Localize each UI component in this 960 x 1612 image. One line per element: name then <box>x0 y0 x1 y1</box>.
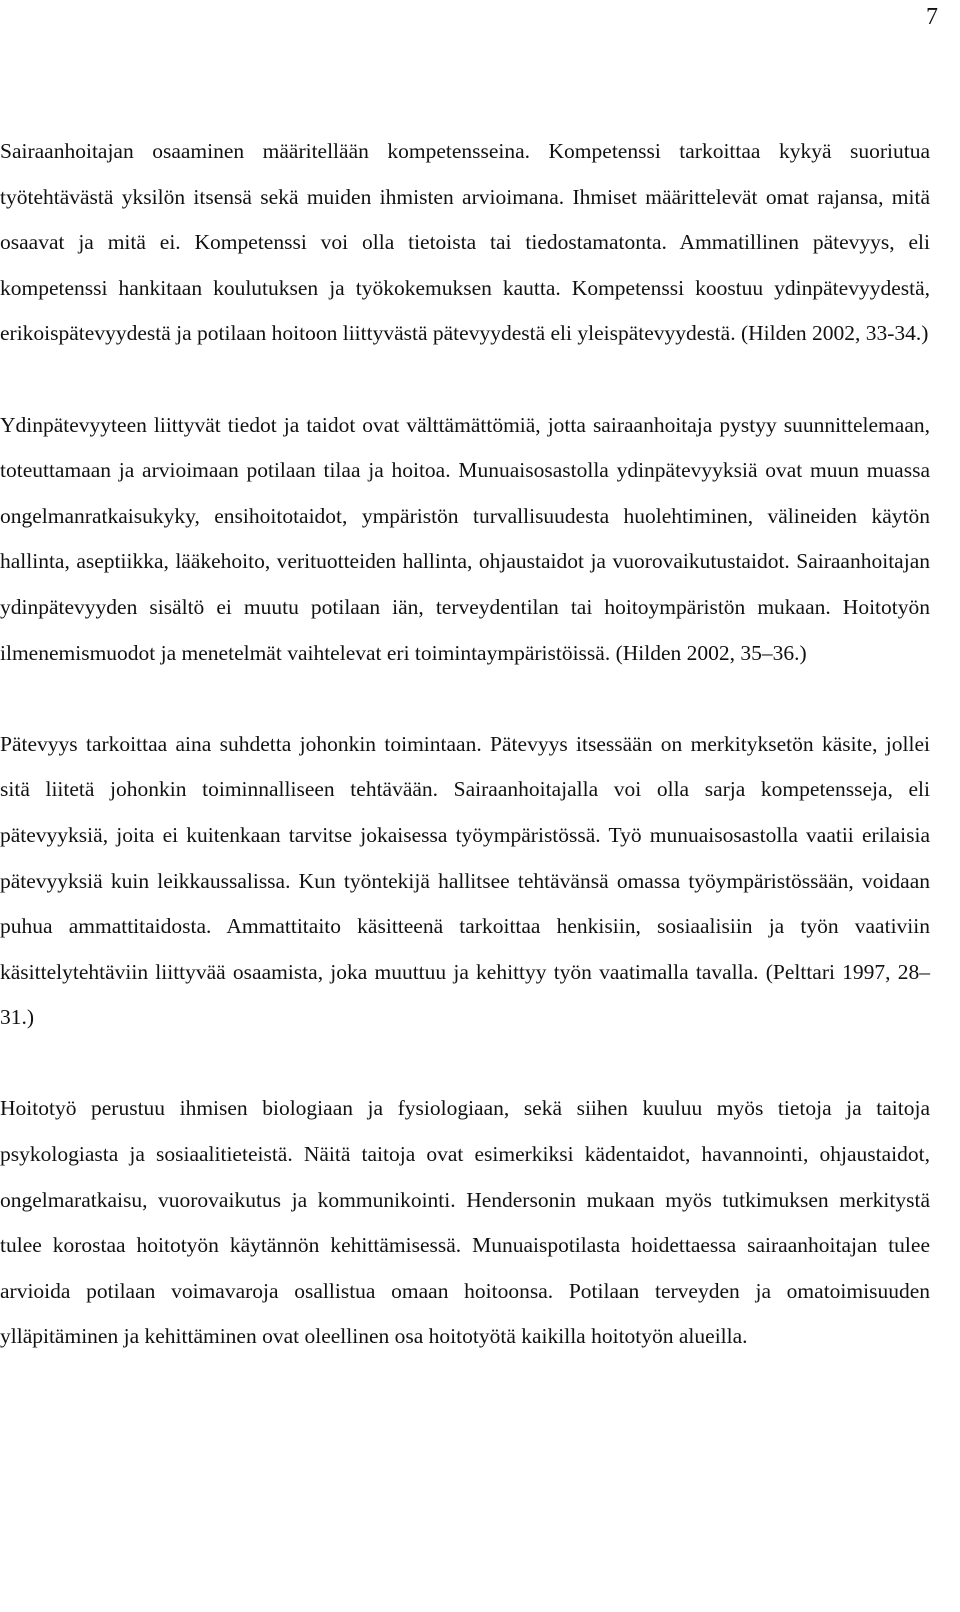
paragraph-core-competence: Ydinpätevyyteen liittyvät tiedot ja taidot ovat välttämättömiä, jotta sairaanhoitaja pystyy suunnittelemaan, toteuttamaan ja arvioimaan potilaan tilaa ja hoitoa. Munuaisosastolla ydinpätevyyksiä ovat muun muassa ongelmanratkaisukyky, ensihoitotaidot, ympäristön turvallisuudesta huolehtiminen, välineiden käytön hallinta, aseptiikka, lääkehoito, verituotteiden hallinta, ohjaustaidot ja vuorovaikutustaidot. Sairaanhoitajan ydinpätevyyden sisältö ei muutu potilaan iän, terveydentilan tai hoitoympäristön mukaan. Hoitotyön ilmenemismuodot ja menetelmät vaihtelevat eri toimintaympäristöissä. (Hilden 2002, 35–36.) <box>0 412 930 665</box>
paragraph-competence-definition: Sairaanhoitajan osaaminen määritellään kompetensseina. Kompetenssi tarkoittaa kykyä suoriutua työtehtävästä yksilön itsensä sekä muiden ihmisten arvioimana. Ihmiset määrittelevät omat rajansa, mitä osaavat ja mitä ei. Kompetenssi voi olla tietoista tai tiedostamatonta. Ammatillinen pätevyys, eli kompetenssi hankitaan koulutuksen ja työkokemuksen kautta. Kompetenssi koostuu ydinpätevyydestä, erikoispätevyydestä ja potilaan hoitoon liittyvästä pätevyydestä eli yleispätevyydestä. (Hilden 2002, 33-34.) <box>0 139 930 346</box>
document-body <box>0 129 930 1360</box>
page-number: 7 <box>926 4 938 30</box>
paragraph-nursing-foundations: Hoitotyö perustuu ihmisen biologiaan ja fysiologiaan, sekä siihen kuuluu myös tietoja ja taitoja psykologiasta ja sosiaalitieteistä. Näitä taitoja ovat esimerkiksi kädentaidot, havannointi, ohjaustaidot, ongelmaratkaisu, vuorovaikutus ja kommunikointi. Hendersonin mukaan myös tutkimuksen merkitystä tulee korostaa hoitotyön käytännön kehittämisessä. Munuaispotilasta hoidettaessa sairaanhoitajan tulee arvioida potilaan voimavaroja osallistua omaan hoitoonsa. Potilaan terveyden ja omatoimisuuden ylläpitäminen ja kehittäminen ovat oleellinen osa hoitotyötä kaikilla hoitotyön alueilla. <box>0 1096 930 1349</box>
paragraph-competence-relation: Pätevyys tarkoittaa aina suhdetta johonkin toimintaan. Pätevyys itsessään on merkityksetön käsite, jollei sitä liitetä johonkin toiminnalliseen tehtävään. Sairaanhoitajalla voi olla sarja kompetensseja, eli pätevyyksiä, joita ei kuitenkaan tarvitse jokaisessa työympäristössä. Työ munuaisosastolla vaatii erilaisia pätevyyksiä kuin leikkaussalissa. Kun työntekijä hallitsee tehtävänsä omassa työympäristössään, voidaan puhua ammattitaidosta. Ammattitaito käsitteenä tarkoittaa henkisiin, sosiaalisiin ja työn vaativiin käsittelytehtäviin liittyvää osaamista, joka muuttuu ja kehittyy työn vaatimalla tavalla. (Pelttari 1997, 28–31.) <box>0 731 930 1030</box>
